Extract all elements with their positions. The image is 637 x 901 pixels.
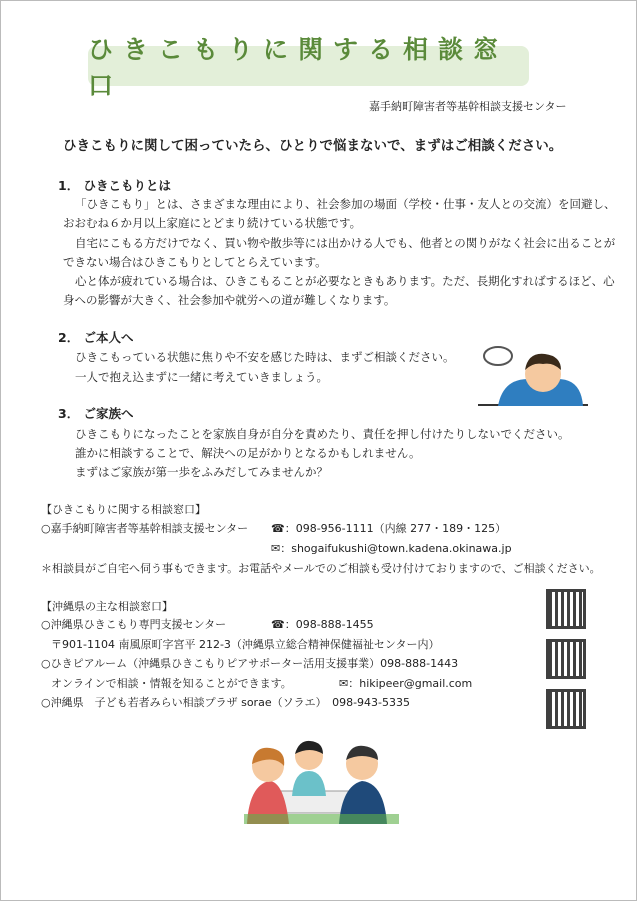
contact-line: オンラインで相談・情報を知ることができます。 [51,677,292,690]
contact-line: 〒901-1104 南風原町字宮平 212-3（沖縄県立総合精神保健福祉センター内） [51,638,440,651]
qr-code [546,689,586,729]
contact-line: ○ひきピアルーム（沖縄県ひきこもりピアサポーター活用支援事業）098-888-1443 [41,657,459,670]
qr-code [546,639,586,679]
body-line: ひきこもりになったことを家族自身が自分を責めたり、責任を押し付けたりしないでください。 [75,427,570,441]
local-email[interactable]: ✉：shogaifukushi@town.kadena.okinawa.jp [271,542,512,555]
lead-text: ひきこもりに関して困っていたら、ひとりで悩まないで、まずはご相談ください。 [63,138,563,154]
section-heading: 3． ご家族へ [58,406,134,421]
local-phone[interactable]: ☎：098-956-1111（内線 277・189・125） [271,522,507,535]
hikipeer-email[interactable]: ✉：hikipeer@gmail.com [339,677,473,690]
body-line: 心と体が疲れている場合は、ひきこもることが必要なときもあります。ただ、長期化すればするほど、心 [75,274,615,288]
body-line: まずはご家族が第一歩をふみだしてみませんか？ [75,465,328,479]
contact-line: ○沖縄県 子ども若者みらい相談プラザ sorae（ソラエ） 098-943-5335 [41,696,411,709]
title-banner [88,35,529,100]
page-title: ひきこもりに関する相談窓口 [88,35,509,100]
body-line: できない場合はひきこもりとしてとらえています。 [63,255,327,269]
body-line: 誰かに相談することで、解決への足がかりとなるかもしれません。 [75,446,421,460]
prefecture-heading: 【沖縄県の主な相談窓口】 [41,600,173,613]
prefecture-phone[interactable]: ☎：098-888-1455 [271,618,374,631]
body-line: 「ひきこもり」とは、さまざまな理由により、社会参加の場面（学校・仕事・友人との交流）を回避し、 [75,197,616,211]
local-note: ＊相談員がご自宅へ伺う事もできます。お電話やメールでのご相談も受け付けておりますので、ご相談ください。 [41,562,601,575]
section-heading: 2． ご本人へ [58,330,134,345]
body-line: 自宅にこもる方だけでなく、買い物や散歩等には出かける人でも、他者との関りがなく社会に出ることが [75,236,616,250]
body-line: ひきこもっている状態に焦りや不安を感じた時は、まずご相談ください。 [75,350,455,364]
qr-code [546,589,586,629]
section-heading: 1． ひきこもりとは [58,178,172,193]
contact-line: ○沖縄県ひきこもり専門支援センター [41,618,227,631]
consultation-illustration [244,736,399,824]
body-line: 一人で抱え込まずに一緒に考えていきましょう。 [75,370,328,384]
body-line: おおむね６か月以上家庭にとどまり続けている状態です。 [63,216,362,230]
body-line: 身への影響が大きく、社会参加や就労への道が難しくなります。 [63,293,396,307]
local-heading: 【ひきこもりに関する相談窓口】 [41,503,206,516]
worried-person-illustration [473,344,588,416]
local-name: ○嘉手納町障害者等基幹相談支援センター [41,522,249,535]
organization: 嘉手納町障害者等基幹相談支援センター [369,100,567,113]
